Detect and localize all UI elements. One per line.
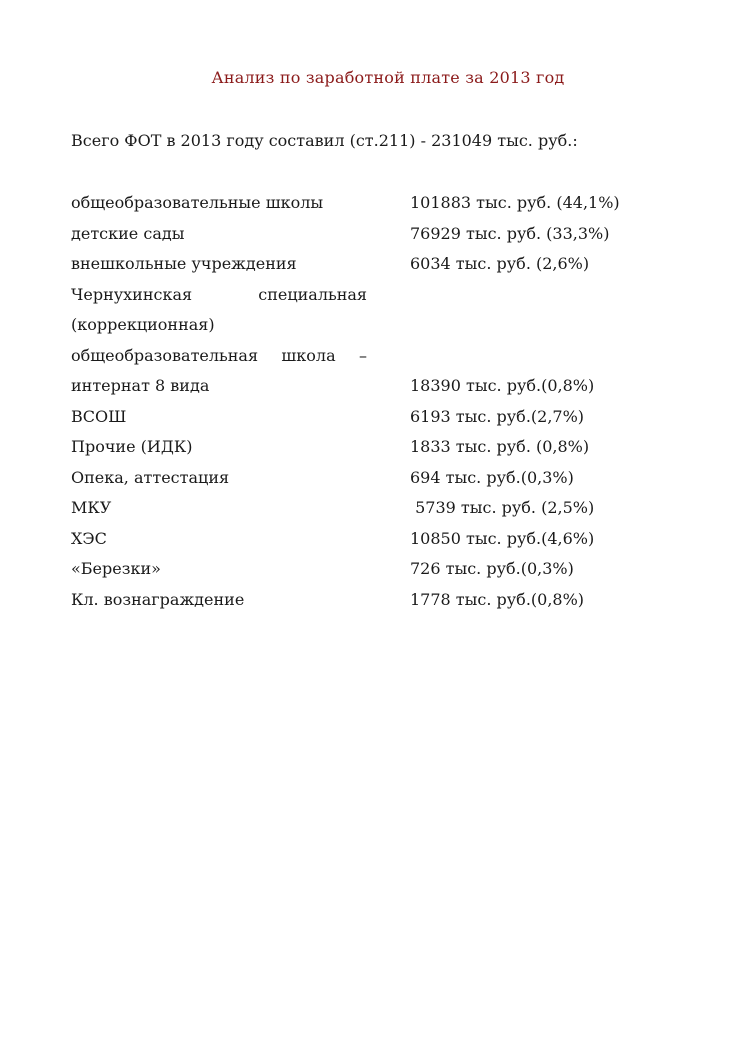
row-value: 5739 тыс. руб. (2,5%) [410,498,595,517]
payroll-row [71,280,671,402]
payroll-breakdown-list [71,188,671,615]
row-label: детские сады [71,223,185,243]
row-label: внешкольные учреждения [71,254,297,273]
row-value: 76929 тыс. руб. (33,3%) [410,223,610,243]
payroll-row [71,188,671,219]
payroll-row [71,432,671,463]
row-value: 6034 тыс. руб. (2,6%) [410,254,590,273]
row-label: Кл. вознаграждение [71,589,245,609]
row-label: общеобразовательные школы [71,193,324,212]
payroll-row [71,585,671,616]
payroll-row [71,463,671,494]
row-label: интернат 8 вида [71,376,210,395]
row-value: 1833 тыс. руб. (0,8%) [410,437,590,456]
row-value: 726 тыс. руб.(0,3%) [410,559,574,578]
row-value: 694 тыс. руб.(0,3%) [410,467,574,487]
row-label: ВСОШ [71,406,127,426]
row-value: 1778 тыс. руб.(0,8%) [410,589,585,609]
row-label: (коррекционная) [71,315,215,334]
row-label: Прочие (ИДК) [71,437,193,456]
row-value: 18390 тыс. руб.(0,8%) [410,376,595,395]
row-label: МКУ [71,498,112,517]
row-value: 10850 тыс. руб.(4,6%) [410,528,595,548]
row-value: 6193 тыс. руб.(2,7%) [410,406,585,426]
document-title: Анализ по заработной плате за 2013 год [211,68,565,87]
payroll-row [71,402,671,433]
row-label: Чернухинская специальная [71,284,367,304]
payroll-row [71,249,671,280]
row-label: ХЭС [71,528,107,548]
fot-summary: Всего ФОТ в 2013 году составил (ст.211) - 231049 тыс. руб.: [71,131,578,150]
payroll-row [71,493,671,524]
payroll-row [71,554,671,585]
row-label: «Березки» [71,559,161,578]
row-label: общеобразовательная школа – [71,345,367,365]
row-label: Опека, аттестация [71,467,230,487]
row-value: 101883 тыс. руб. (44,1%) [410,193,620,212]
payroll-row [71,219,671,250]
payroll-row [71,524,671,555]
